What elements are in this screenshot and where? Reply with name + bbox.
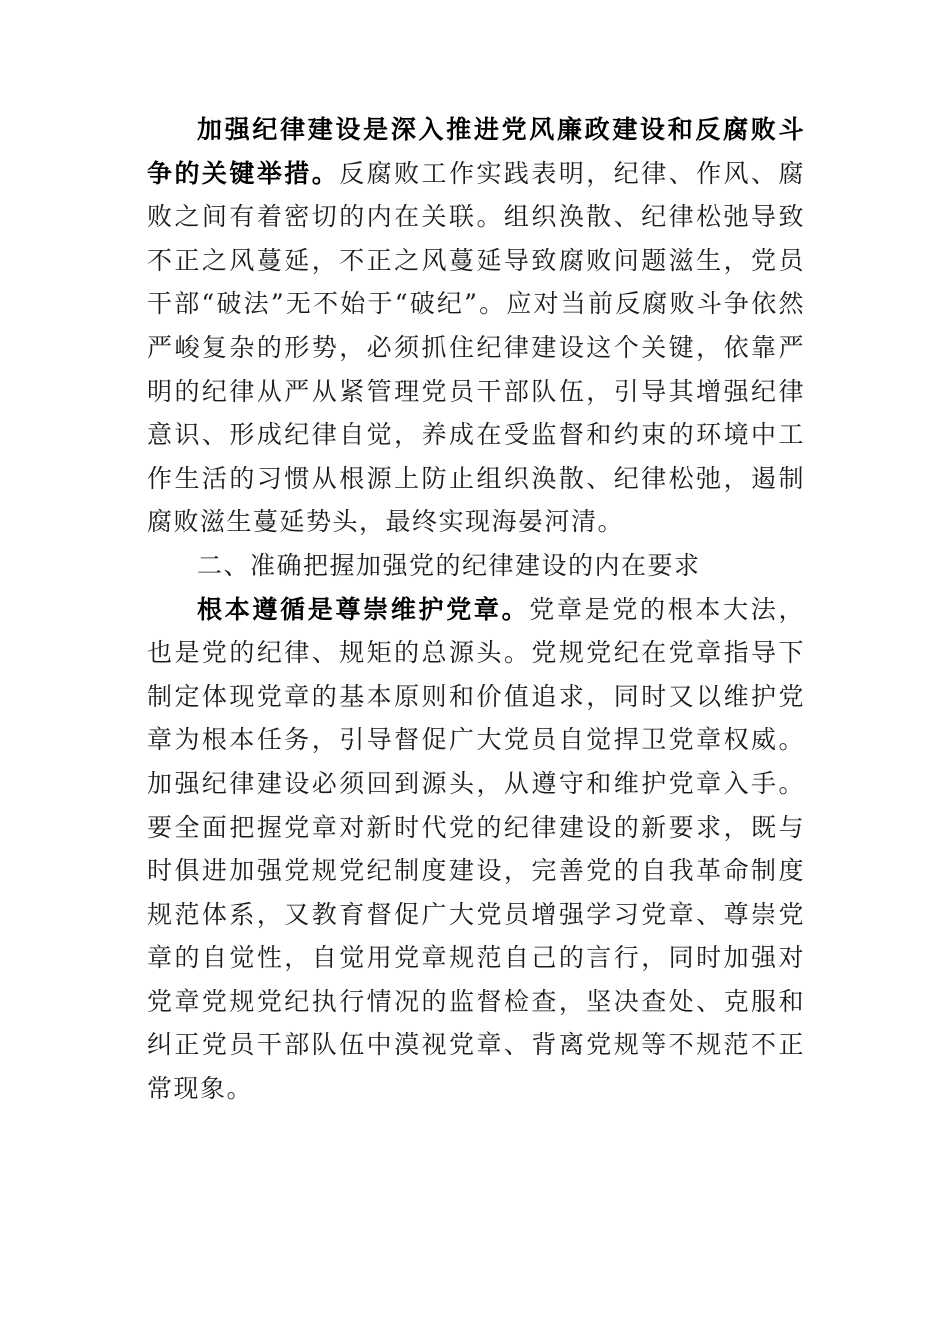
paragraph-body-text: 党章是党的根本大法，也是党的纪律、规矩的总源头。党规党纪在党章指导下制定体现党章的基本原则和价值追求，同时又以维护党章为根本任务，引导督促广大党员自觉捍卫党章权威。加强纪律建设必须回到源头，从遵守和维护党章入手。要全面把握党章对新时代党的纪律建设的新要求，既与时俱进加强党规党纪制度建设，完善党的自我革命制度规范体系，又教育督促广大党员增强学习党章、尊崇党章的自觉性，自觉用党章规范自己的言行，同时加强对党章党规党纪执行情况的监督检查，坚决查处、克服和纠正党员干部队伍中漠视党章、背离党规等不规范不正常现象。 (147, 594, 805, 1104)
paragraph-lead-sentence: 根本遵循是尊崇维护党章。 (197, 594, 530, 624)
paragraph-discipline-key-measure (147, 108, 805, 544)
document-body (147, 108, 805, 1111)
section-heading: 二、准确把握加强党的纪律建设的内在要求 (197, 550, 701, 580)
paragraph-body-text: 反腐败工作实践表明，纪律、作风、腐败之间有着密切的内在关联。组织涣散、纪律松弛导致不正之风蔓延，不正之风蔓延导致腐败问题滋生，党员干部“破法”无不始于“破纪”。应对当前反腐败斗争依然严峻复杂的形势，必须抓住纪律建设这个关键，依靠严明的纪律从严从紧管理党员干部队伍，引导其增强纪律意识、形成纪律自觉，养成在受监督和约束的环境中工作生活的习惯从根源上防止组织涣散、纪律松弛，遏制腐败滋生蔓延势头，最终实现海晏河清。 (147, 158, 805, 537)
paragraph-lead-sentence: 加强纪律建设是深入推进党风廉政建设和反腐败斗争的关键举措。 (147, 115, 805, 188)
paragraph-party-constitution (147, 588, 805, 1111)
